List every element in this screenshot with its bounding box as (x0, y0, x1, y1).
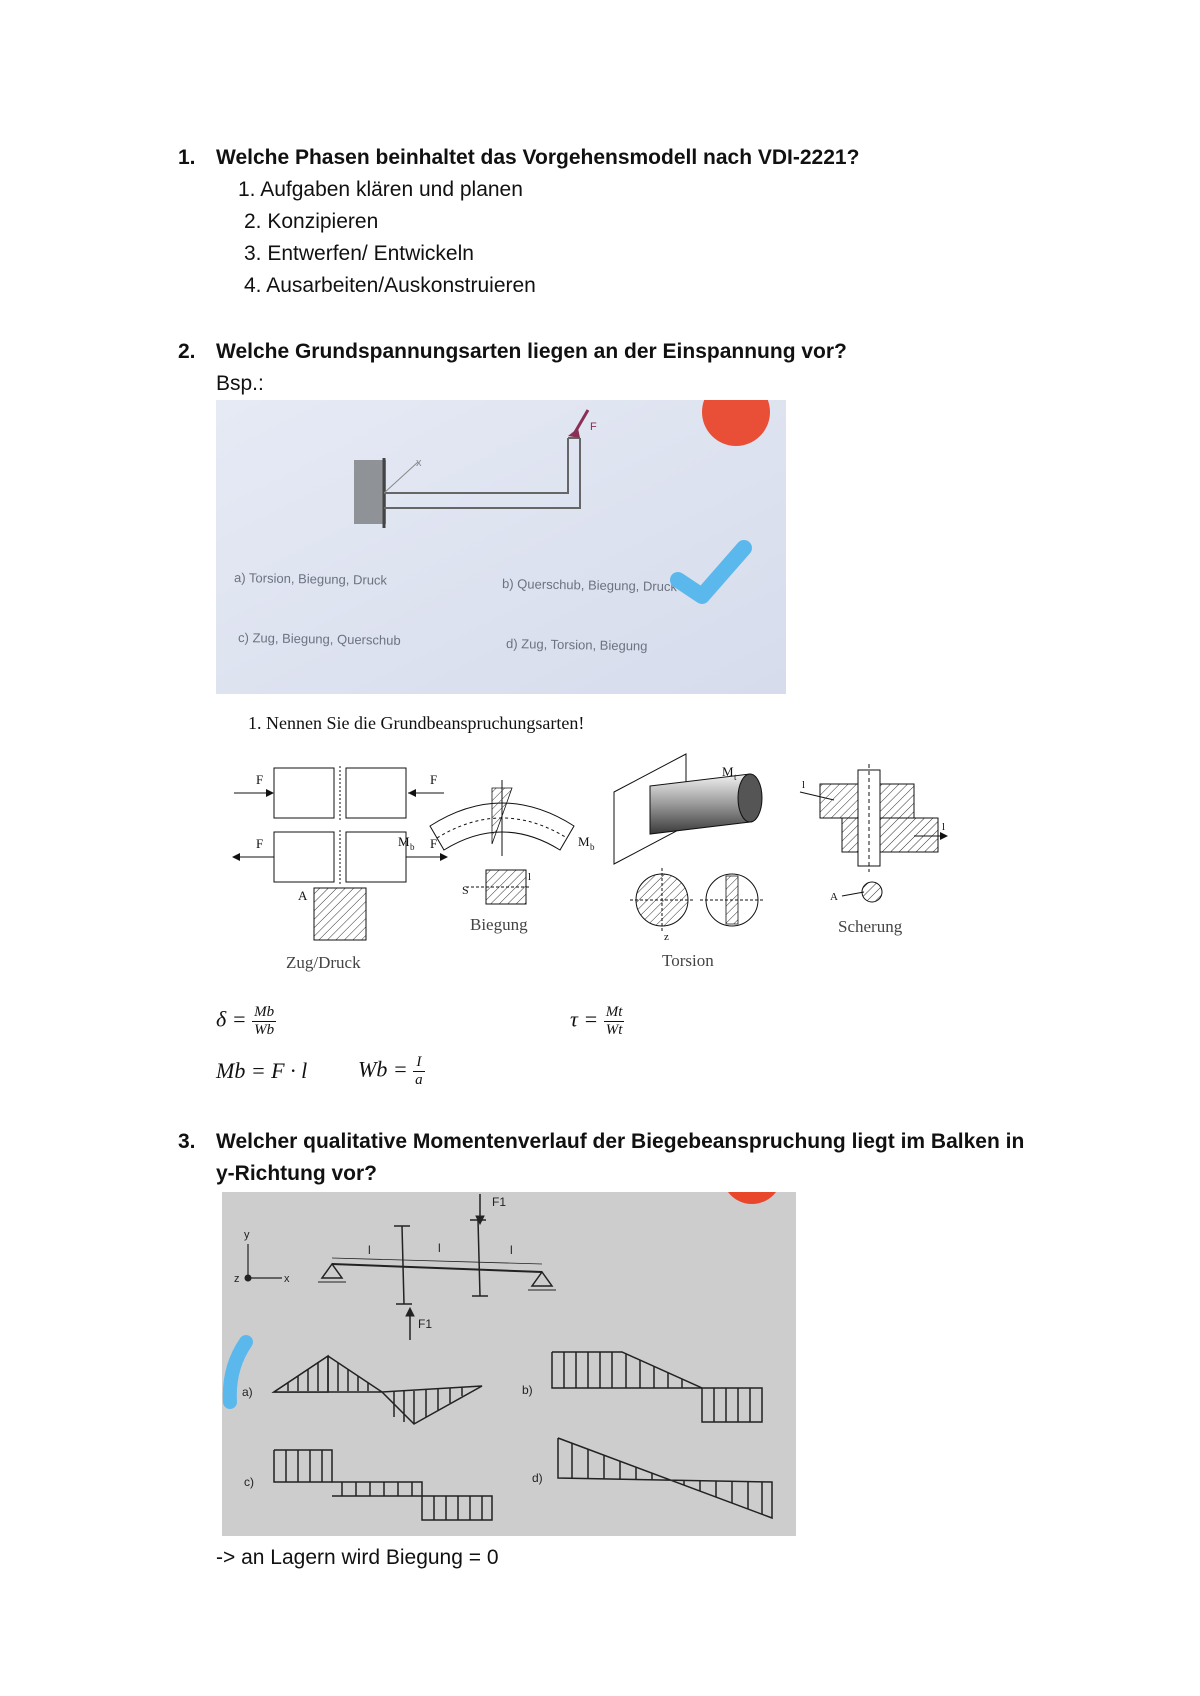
cantilever-drawing (216, 400, 786, 694)
svg-text:M: M (398, 834, 410, 849)
question-2 (0, 336, 1200, 370)
svg-text:z: z (664, 931, 669, 943)
cantilever-quiz-photo (216, 400, 786, 694)
biegung-label: Biegung (470, 915, 528, 934)
q3-conclusion: -> an Lagern wird Biegung = 0 (216, 1546, 499, 1569)
formula-wb: Wb = $\frac{I}{a}$ (358, 1054, 423, 1088)
option-b: b) Querschub, Biegung, Druck (501, 576, 678, 595)
svg-text:l: l (438, 1241, 441, 1255)
q1-answer-3: 3. Entwerfen/ Entwickeln (244, 242, 474, 265)
svg-text:F: F (430, 772, 438, 787)
svg-text:l: l (802, 779, 806, 791)
question-1-number: 1. (178, 146, 196, 169)
svg-text:F: F (256, 836, 264, 851)
torsion-diagram (614, 754, 764, 970)
svg-text:F1: F1 (492, 1195, 507, 1209)
scherung-label: Scherung (838, 917, 903, 936)
svg-text:F: F (430, 836, 438, 851)
zug-druck-label: Zug/Druck (286, 953, 361, 972)
axis-x-label: x (416, 457, 422, 469)
svg-text:F1: F1 (418, 1317, 433, 1331)
svg-text:F: F (256, 772, 264, 787)
option-c: c) Zug, Biegung, Querschub (237, 630, 401, 648)
svg-text:d): d) (532, 1471, 543, 1485)
svg-text:A: A (830, 891, 838, 903)
svg-text:M: M (578, 834, 590, 849)
question-3-number: 3. (178, 1130, 196, 1153)
example-label: Bsp.: (216, 372, 264, 395)
svg-text:l: l (510, 1243, 513, 1257)
question-3-line2 (0, 1158, 1200, 1192)
svg-text:t: t (734, 772, 737, 782)
question-3-text-line2: y-Richtung vor? (216, 1162, 377, 1185)
svg-text:a): a) (242, 1385, 253, 1399)
wall (354, 460, 386, 524)
formula-tau: τ = $\frac{Mt}{Wt}$ (570, 1004, 623, 1038)
svg-text:b: b (590, 842, 595, 852)
option-d: d) Zug, Torsion, Biegung (505, 636, 648, 654)
svg-text:l: l (942, 821, 946, 833)
svg-text:z: z (234, 1273, 240, 1285)
figure-heading: 1. Nennen Sie die Grundbeanspruchungsarten! (248, 713, 585, 733)
option-a: a) Torsion, Biegung, Druck (233, 570, 388, 588)
svg-text:b): b) (522, 1383, 533, 1397)
zug-druck-diagram (232, 766, 448, 972)
svg-text:l: l (528, 871, 532, 883)
moment-drawing (222, 1192, 796, 1536)
formula-mb: Mb = F · l (216, 1058, 308, 1083)
torsion-label: Torsion (662, 951, 714, 970)
svg-text:b: b (410, 842, 415, 852)
question-1 (0, 142, 1200, 176)
moment-diagram-photo (222, 1192, 796, 1536)
svg-text:c): c) (244, 1475, 254, 1489)
question-3-text-line1: Welcher qualitative Momentenverlauf der Biegebeanspruchung liegt im Balken in (216, 1130, 1025, 1153)
q1-answer-2: 2. Konzipieren (244, 210, 379, 233)
q1-answer-1: 1. Aufgaben klären und planen (238, 178, 523, 201)
q1-answer-4: 4. Ausarbeiten/Auskonstruieren (244, 274, 536, 297)
question-2-text: Welche Grundspannungsarten liegen an der Einspannung vor? (216, 340, 847, 363)
force-label: F (590, 421, 597, 433)
svg-text:x: x (284, 1273, 290, 1285)
question-3 (0, 1126, 1200, 1160)
stress-types-drawing (230, 740, 970, 980)
question-2-number: 2. (178, 340, 196, 363)
formula-sigma: δ = $\frac{Mb}{Wb}$ (216, 1004, 275, 1038)
scherung-diagram (800, 764, 948, 936)
svg-text:M: M (722, 764, 734, 779)
svg-text:S: S (462, 883, 469, 897)
stress-types-figure (230, 740, 970, 980)
svg-text:A: A (298, 888, 308, 903)
svg-text:l: l (368, 1243, 371, 1257)
question-1-text: Welche Phasen beinhaltet das Vorgehensmodell nach VDI-2221? (216, 146, 860, 169)
svg-text:y: y (244, 1229, 250, 1241)
